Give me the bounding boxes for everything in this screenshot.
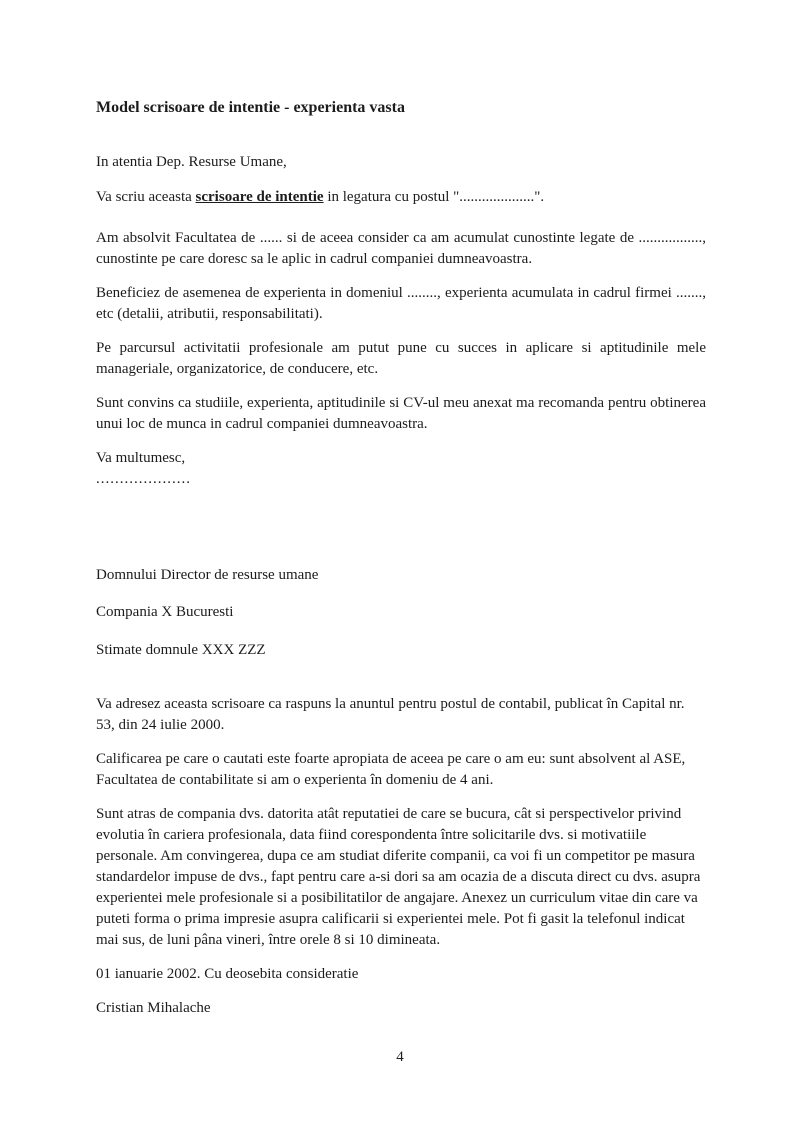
salutation-line: In atentia Dep. Resurse Umane, [96,154,287,170]
paragraph-reply: Va adresez aceasta scrisoare ca raspuns la anuntul pentru postul de contabil, publicat în Capital nr. 53, din 24 iulie 2000. [96,696,685,733]
company-line: Compania X Bucuresti [96,604,234,620]
intro-paragraph [96,187,706,208]
signature-dots: .................... [96,471,191,487]
signer-name: Cristian Mihalache [96,1000,211,1016]
paragraph-motivation: Sunt atras de compania dvs. datorita atât reputatiei de care se bucura, cât si perspectivelor privind evolutia în cariera profesionala, data fiind corespondenta între solicitarile dvs. si motivatiile personale. Am convingerea, dupa ce am studiat diferite companii, ca voi fi un competitor pe masura standardelor impuse de dvs., fapt pentru care a-si dori sa am ocazia de a discuta direct cu dvs. asupra experientei mele profesionale si a posibilitatilor de angajare. Anexez un curriculum vitae din care va puteti forma o prima impresie asupra calificarii si experientei mele. Pot fi gasit la telefonul indicat mai sus, de luni pâna vineri, între orele 8 si 10 dimineata. [96,806,701,948]
paragraph-conviction: Sunt convins ca studiile, experienta, aptitudinile si CV-ul meu anexat ma recomanda pentru obtinerea unui loc de munca in cadrul companiei dumneavoastra. [96,395,706,432]
intro-prefix-text: Va scriu aceasta [96,189,196,205]
paragraph-studies: Am absolvit Facultatea de ...... si de aceea consider ca am acumulat cunostinte legate de ................., cunostinte pe care doresc sa le aplic in cadrul companiei dumneavoastra. [96,230,706,267]
paragraph-qualification: Calificarea pe care o cautati este foarte apropiata de aceea pe care o am eu: sunt absolvent al ASE, Facultatea de contabilitate si am o experienta în domeniu de 4 ani. [96,751,686,788]
greeting-line: Stimate domnule XXX ZZZ [96,642,266,658]
intro-suffix-text: in legatura cu postul "....................". [323,189,545,205]
paragraph-skills: Pe parcursul activitatii profesionale am putut pune cu succes in aplicare si aptitudinile mele manageriale, organizatorice, de conducere, etc. [96,340,706,377]
paragraph-experience: Beneficiez de asemenea de experienta in domeniul ........, experienta acumulata in cadrul firmei ......., etc (detalii, atributii, responsabilitati). [96,285,706,322]
intro-emphasis-text: scrisoare de intentie [195,189,324,205]
page-number: 4 [396,1049,404,1065]
letter-content [96,97,706,1019]
closing-line: Va multumesc, [96,450,186,466]
recipient-line: Domnului Director de resurse umane [96,567,319,583]
date-and-closing-line: 01 ianuarie 2002. Cu deosebita consideratie [96,966,359,982]
document-title: Model scrisoare de intentie - experienta vasta [96,99,405,116]
